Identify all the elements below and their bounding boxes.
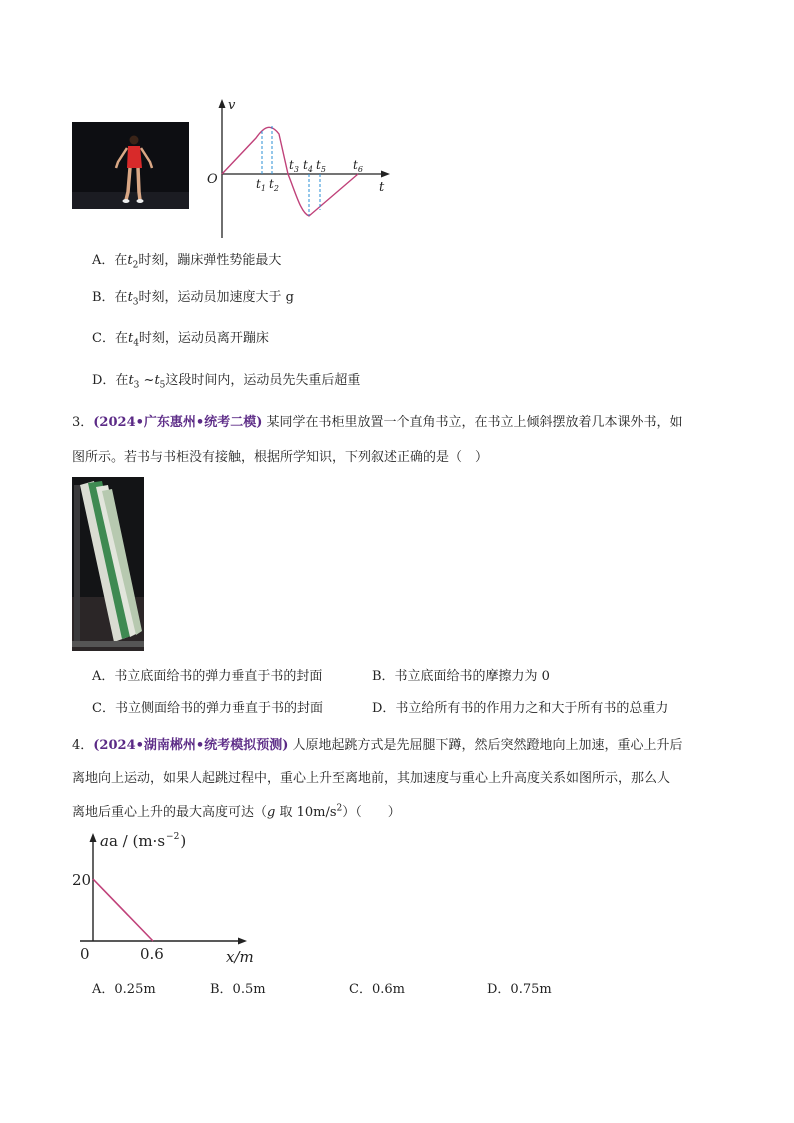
q3-option-c[interactable]: C．书立侧面给书的弹力垂直于书的封面 xyxy=(92,701,323,716)
question-number: 3． xyxy=(72,415,94,430)
q2-option-c[interactable]: C．在$t_4$时刻，运动员离开蹦床 xyxy=(92,331,269,349)
a-tick-20: 20 xyxy=(72,871,92,889)
x-tick-0-6: 0.6 xyxy=(140,945,164,963)
a-axis-arrow xyxy=(90,833,97,842)
t-symbol: t xyxy=(154,373,160,388)
t-symbol: t xyxy=(127,331,134,346)
tick-t6: $t_6$ xyxy=(353,158,363,174)
question-number: 4． xyxy=(72,738,94,753)
tick-t2: $t_2$ xyxy=(269,177,279,193)
a-axis-label: aa / (m·s xyxy=(100,832,166,850)
q3-stem-line2: 图所示。若书与书柜没有接触，根据所学知识，下列叙述正确的是（ ） xyxy=(72,450,489,465)
q2-option-d[interactable]: D．在$t_3$ $\sim t_5$这段时间内，运动员先失重后超重 xyxy=(92,373,361,391)
t-axis-label: t xyxy=(379,180,385,195)
x-axis-arrow xyxy=(238,938,247,945)
t-symbol: t xyxy=(128,373,134,388)
q3-option-d[interactable]: D．书立给所有书的作用力之和大于所有书的总重力 xyxy=(372,701,669,716)
a-axis-label-end: ) xyxy=(180,832,187,850)
origin-label: O xyxy=(207,172,218,187)
origin-zero: 0 xyxy=(80,945,90,963)
tick-t3: $t_3$ xyxy=(289,158,299,174)
velocity-time-graph xyxy=(200,95,400,243)
a-axis-label-exponent: −2 xyxy=(166,832,180,842)
q3-stem-line1: 3．(2024•广东惠州•统考二模) 某同学在书柜里放置一个直角书立，在书立上倾斜摆放着几本课外书，如 xyxy=(72,415,683,430)
tick-t1: $t_1$ xyxy=(256,177,266,193)
q4-option-c[interactable]: C．0.6m xyxy=(349,982,405,997)
x-axis-label: x/m xyxy=(226,948,254,966)
q4-option-a[interactable]: A．0.25m xyxy=(92,982,156,997)
bookstand-photo xyxy=(72,477,144,651)
question-source: (2024•湖南郴州•统考模拟预测) xyxy=(93,738,289,753)
q2-option-a[interactable]: A．在$t_2$时刻，蹦床弹性势能最大 xyxy=(92,253,282,271)
q2-option-b[interactable]: B．在$t_3$时刻，运动员加速度大于 g xyxy=(92,290,294,308)
q4-option-d[interactable]: D．0.75m xyxy=(487,982,552,997)
q4-stem-line3: 离地后重心上升的最大高度可达（g 取 $10m/s^2$）（ ） xyxy=(72,803,401,820)
v-axis-arrow xyxy=(219,99,226,108)
q3-option-b[interactable]: B．书立底面给书的摩擦力为 0 xyxy=(372,669,550,684)
t-axis-arrow xyxy=(381,171,390,178)
t-symbol: t xyxy=(127,253,133,268)
gymnast-photo xyxy=(72,122,189,209)
question-source: (2024•广东惠州•统考二模) xyxy=(93,415,263,430)
q4-stem-line2: 离地向上运动，如果人起跳过程中，重心上升至离地前，其加速度与重心上升高度关系如图所示，那么人 xyxy=(72,771,671,786)
q4-option-b[interactable]: B．0.5m xyxy=(210,982,266,997)
v-axis-label: v xyxy=(228,98,236,113)
q3-option-a[interactable]: A．书立底面给书的弹力垂直于书的封面 xyxy=(92,669,323,684)
acceleration-line xyxy=(93,879,153,941)
tick-t4: $t_4$ xyxy=(303,158,313,174)
q4-stem-line1: 4．(2024•湖南郴州•统考模拟预测) 人原地起跳方式是先屈腿下蹲，然后突然蹬地向上加速，重心上升后 xyxy=(72,738,683,753)
t-symbol: t xyxy=(127,290,133,305)
acceleration-height-graph xyxy=(70,828,260,966)
tick-t5: $t_5$ xyxy=(316,158,326,174)
